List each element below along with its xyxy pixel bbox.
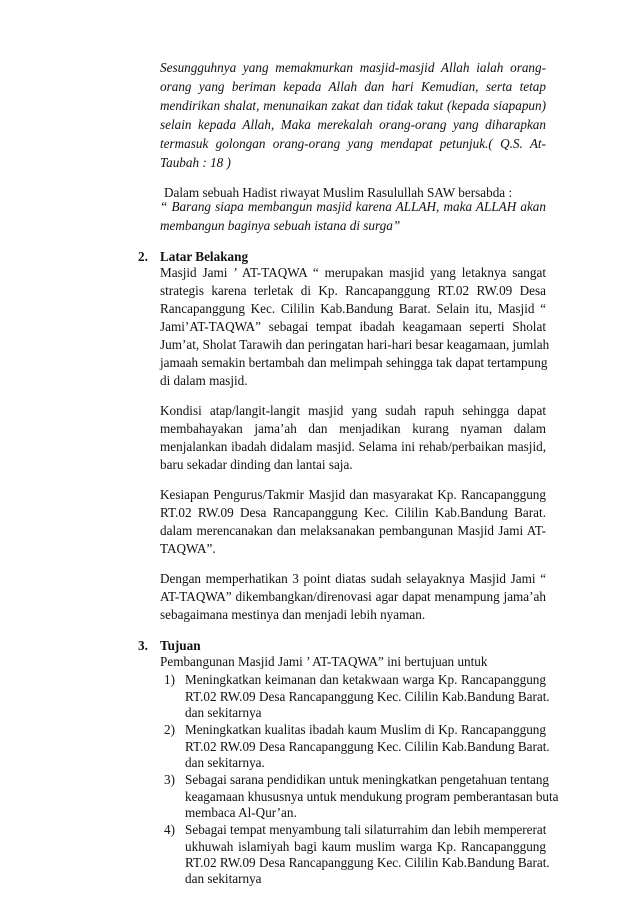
list-item-number: 4) — [164, 822, 175, 837]
paragraph-line: Masjid Jami ’ AT-TAQWA “ merupakan masjid yang letaknya sangat — [160, 265, 546, 280]
list-item-line: Sebagai sarana pendidikan untuk meningkatkan pengetahuan tentang — [185, 772, 550, 787]
paragraph-line: Kesiapan Pengurus/Takmir Masjid dan masyarakat Kp. Rancapanggung — [160, 487, 546, 502]
list-item-line: ukhuwah islamiyah bagi kaum muslim warga Kp. Rancapanggung — [185, 839, 546, 854]
section-intro: Pembangunan Masjid Jami ’ AT-TAQWA” ini bertujuan untuk — [160, 654, 488, 669]
list-item-line: RT.02 RW.09 Desa Rancapanggung Kec. Cililin Kab.Bandung Barat. — [185, 689, 550, 704]
list-item-line: Sebagai tempat menyambung tali silaturrahim dan lebih mempererat — [185, 822, 547, 837]
list-item-line: Meningkatkan keimanan dan ketakwaan warga Kp. Rancapanggung — [185, 672, 546, 687]
paragraph-line: AT-TAQWA” dikembangkan/direnovasi agar dapat menampung jama’ah — [160, 589, 546, 604]
quran-line: termasuk golongan orang-orang yang mendapat petunjuk.( Q.S. At- — [160, 136, 546, 151]
list-item-line: dan sekitarnya — [185, 705, 262, 720]
paragraph-line: menjalankan ibadah didalam masjid. Selama ini rehab/perbaikan masjid, — [160, 439, 546, 454]
paragraph-line: Jami’AT-TAQWA” sebagai tempat ibadah keagamaan seperti Sholat — [160, 319, 546, 334]
hadith-line: “ Barang siapa membangun masjid karena ALLAH, maka ALLAH akan — [160, 199, 546, 214]
section-number: 3. — [138, 638, 148, 653]
paragraph-line: dalam merencanakan dan melaksanakan pembangunan Masjid Jami AT- — [160, 523, 546, 538]
section-title: Latar Belakang — [160, 249, 249, 264]
paragraph-line: baru sekadar dinding dan lantai saja. — [160, 457, 353, 472]
paragraph-line: Jum’at, Sholat Tarawih dan peringatan hari-hari besar keagamaan, jumlah — [160, 337, 550, 352]
hadith-intro: Dalam sebuah Hadist riwayat Muslim Rasulullah SAW bersabda : — [164, 185, 513, 200]
hadith-line: membangun baginya sebuah istana di surga” — [160, 218, 401, 233]
list-item-line: RT.02 RW.09 Desa Rancapanggung Kec. Cililin Kab.Bandung Barat. — [185, 855, 550, 870]
paragraph-line: strategis karena terletak di Kp. Rancapanggung RT.02 RW.09 Desa — [160, 283, 546, 298]
list-item-number: 2) — [164, 722, 175, 737]
paragraph-line: Dengan memperhatikan 3 point diatas sudah selayaknya Masjid Jami “ — [160, 571, 546, 586]
list-item-number: 3) — [164, 772, 175, 787]
list-item-number: 1) — [164, 672, 175, 687]
list-item-line: dan sekitarnya — [185, 871, 262, 886]
list-item-line: keagamaan khususnya untuk mendukung program pemberantasan buta — [185, 789, 559, 804]
list-item-line: Meningkatkan kualitas ibadah kaum Muslim di Kp. Rancapanggung — [185, 722, 546, 737]
quran-line: mendirikan shalat, menunaikan zakat dan tidak takut (kepada siapapun) — [160, 98, 546, 113]
list-item-line: dan sekitarnya. — [185, 755, 265, 770]
section-title: Tujuan — [160, 638, 201, 653]
list-item-line: RT.02 RW.09 Desa Rancapanggung Kec. Cililin Kab.Bandung Barat. — [185, 739, 550, 754]
section-number: 2. — [138, 249, 148, 264]
paragraph-line: RT.02 RW.09 Desa Rancapanggung Kec. Cililin Kab.Bandung Barat. — [160, 505, 546, 520]
paragraph-line: Kondisi atap/langit-langit masjid yang sudah rapuh sehingga dapat — [160, 403, 546, 418]
paragraph-line: sebagaimana mestinya dan menjadi lebih nyaman. — [160, 607, 426, 622]
paragraph-line: jamaah semakin bertambah dan melimpah sehingga tak dapat tertampung — [160, 355, 548, 370]
paragraph-line: Rancapanggung Kec. Cililin Kab.Bandung Barat. Selain itu, Masjid “ — [160, 301, 546, 316]
quran-line: Taubah : 18 ) — [160, 155, 231, 170]
paragraph-line: membahayakan jama’ah dan menjadikan kurang nyaman dalam — [160, 421, 546, 436]
quran-line: Sesungguhnya yang memakmurkan masjid-masjid Allah ialah orang- — [160, 60, 546, 75]
quran-line: orang yang beriman kepada Allah dan hari Kemudian, serta tetap — [160, 79, 546, 94]
paragraph-line: di dalam masjid. — [160, 373, 248, 388]
quran-line: selain kepada Allah, Maka merekalah orang-orang yang diharapkan — [160, 117, 546, 132]
list-item-line: membaca Al-Qur’an. — [185, 805, 297, 820]
paragraph-line: TAQWA”. — [160, 541, 216, 556]
